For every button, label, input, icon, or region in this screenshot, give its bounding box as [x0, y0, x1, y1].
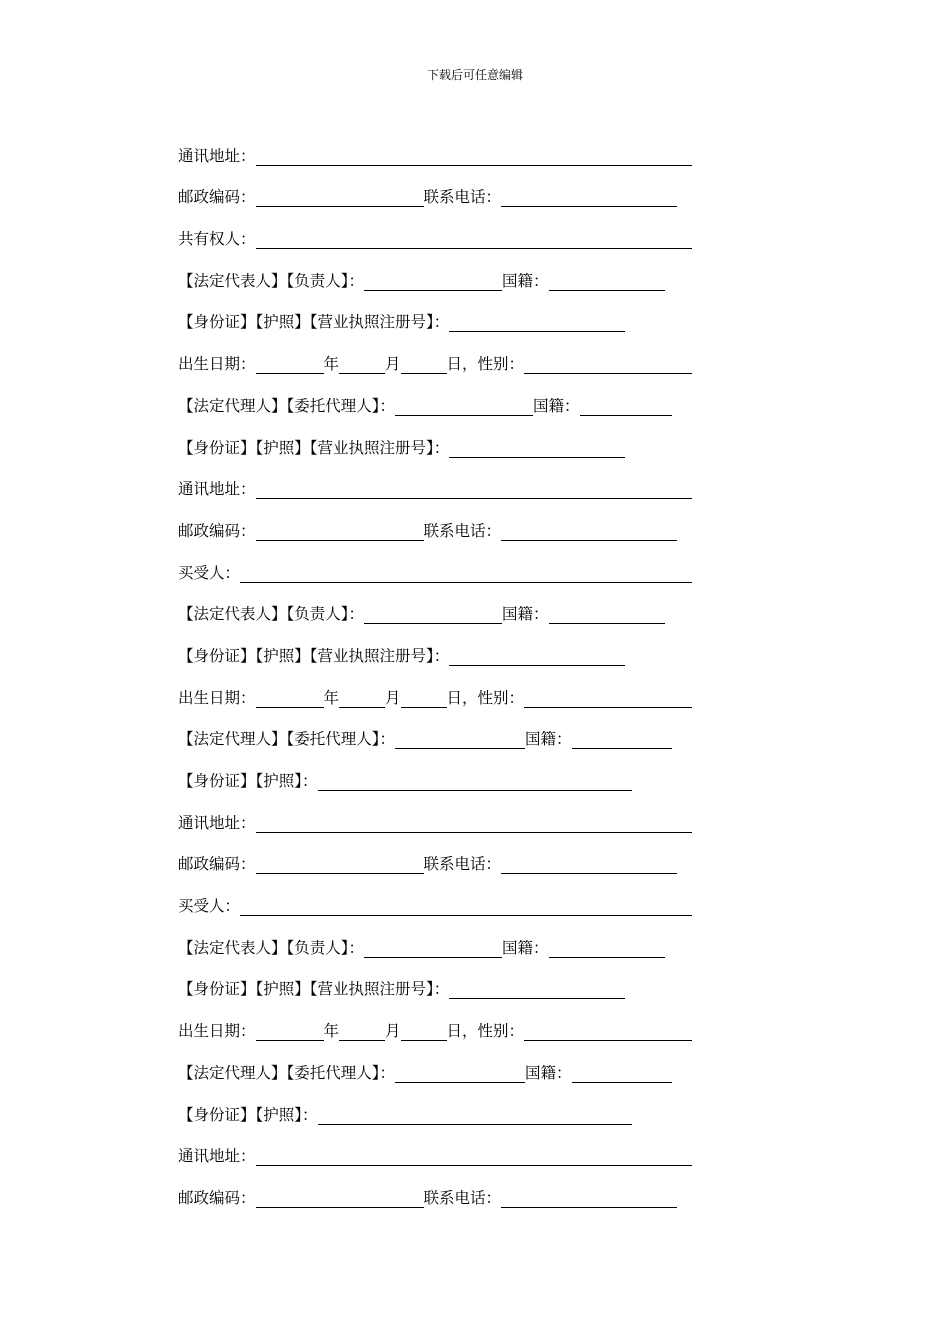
field-label: 【法定代理人】【委托代理人】：	[178, 730, 396, 749]
form-row-content	[178, 563, 692, 583]
fill-in-blank[interactable]	[401, 689, 447, 708]
field-label: 年	[323, 1022, 340, 1041]
form-row	[178, 916, 738, 958]
form-row-content	[178, 146, 692, 166]
form-row-content	[178, 1146, 692, 1166]
field-label: 通讯地址：	[178, 146, 256, 165]
field-label: 【身份证】【护照】【营业执照注册号】：	[178, 313, 450, 332]
fill-in-blank[interactable]	[240, 564, 692, 583]
fill-in-blank[interactable]	[256, 480, 692, 499]
field-label: 国籍：	[502, 605, 549, 624]
fill-in-blank[interactable]	[395, 397, 533, 416]
form-row-content	[178, 896, 692, 916]
field-label: 【身份证】【护照】【营业执照注册号】：	[178, 438, 450, 457]
form-row	[178, 624, 738, 666]
fill-in-blank[interactable]	[524, 1022, 692, 1041]
fill-in-blank[interactable]	[256, 522, 424, 541]
fill-in-blank[interactable]	[256, 230, 692, 249]
form-row-content	[178, 604, 665, 624]
fill-in-blank[interactable]	[339, 1022, 385, 1041]
form-row-content	[178, 229, 692, 249]
fill-in-blank[interactable]	[256, 147, 692, 166]
field-label: 【法定代表人】【负责人】：	[178, 271, 365, 290]
fill-in-blank[interactable]	[395, 1064, 525, 1083]
field-label: 国籍：	[525, 730, 572, 749]
form-row-content	[178, 1188, 677, 1208]
fill-in-blank[interactable]	[501, 855, 677, 874]
fill-in-blank[interactable]	[572, 1064, 672, 1083]
form-row-content	[178, 1105, 632, 1125]
form-row-content	[178, 354, 692, 374]
field-label: 【身份证】【护照】【营业执照注册号】：	[178, 980, 450, 999]
form-row-content	[178, 854, 677, 874]
fill-in-blank[interactable]	[401, 355, 447, 374]
fill-in-blank[interactable]	[256, 689, 324, 708]
form-row	[178, 749, 738, 791]
fill-in-blank[interactable]	[449, 439, 625, 458]
form-row-content	[178, 271, 665, 291]
form-row	[178, 1041, 738, 1083]
form-row	[178, 166, 738, 208]
field-label: 【身份证】【护照】：	[178, 1105, 318, 1124]
fill-in-blank[interactable]	[501, 188, 677, 207]
form-row-content	[178, 688, 692, 708]
field-label: 国籍：	[502, 938, 549, 957]
form-row-content	[178, 521, 677, 541]
form-row	[178, 1166, 738, 1208]
form-row	[178, 124, 738, 166]
field-label: 共有权人：	[178, 230, 256, 249]
fill-in-blank[interactable]	[501, 522, 677, 541]
fill-in-blank[interactable]	[401, 1022, 447, 1041]
field-label: 【身份证】【护照】【营业执照注册号】：	[178, 646, 450, 665]
field-label: 日，性别：	[446, 355, 525, 374]
fill-in-blank[interactable]	[256, 1022, 324, 1041]
field-label: 出生日期：	[178, 1022, 256, 1041]
contract-party-form	[178, 124, 738, 1208]
field-label: 国籍：	[502, 271, 549, 290]
field-label: 日，性别：	[446, 688, 525, 707]
form-row	[178, 999, 738, 1041]
field-label: 邮政编码：	[178, 521, 256, 540]
fill-in-blank[interactable]	[240, 897, 692, 916]
form-row	[178, 499, 738, 541]
field-label: 国籍：	[525, 1063, 572, 1082]
form-row	[178, 666, 738, 708]
form-row	[178, 583, 738, 625]
field-label: 月	[385, 355, 401, 374]
form-row	[178, 332, 738, 374]
fill-in-blank[interactable]	[256, 1147, 692, 1166]
field-label: 联系电话：	[423, 521, 502, 540]
fill-in-blank[interactable]	[364, 272, 502, 291]
fill-in-blank[interactable]	[449, 980, 625, 999]
field-label: 年	[323, 355, 340, 374]
form-row	[178, 833, 738, 875]
form-row-content	[178, 729, 672, 749]
form-row	[178, 874, 738, 916]
form-row	[178, 416, 738, 458]
field-label: 日，性别：	[446, 1022, 525, 1041]
field-label: 联系电话：	[423, 855, 502, 874]
field-label: 月	[385, 688, 401, 707]
field-label: 【法定代表人】【负责人】：	[178, 938, 365, 957]
field-label: 出生日期：	[178, 355, 256, 374]
form-row-content	[178, 813, 692, 833]
fill-in-blank[interactable]	[256, 1189, 424, 1208]
field-label: 邮政编码：	[178, 1188, 256, 1207]
fill-in-blank[interactable]	[395, 730, 525, 749]
form-row-content	[178, 312, 625, 332]
field-label: 通讯地址：	[178, 813, 256, 832]
form-row-content	[178, 1021, 692, 1041]
form-row	[178, 1083, 738, 1125]
fill-in-blank[interactable]	[256, 855, 424, 874]
fill-in-blank[interactable]	[501, 1189, 677, 1208]
form-row	[178, 291, 738, 333]
field-label: 通讯地址：	[178, 1147, 256, 1166]
field-label: 联系电话：	[423, 1188, 502, 1207]
form-row-content	[178, 1063, 672, 1083]
form-row-content	[178, 646, 625, 666]
field-label: 【法定代理人】【委托代理人】：	[178, 396, 396, 415]
fill-in-blank[interactable]	[524, 689, 692, 708]
fill-in-blank[interactable]	[572, 730, 672, 749]
form-row	[178, 458, 738, 500]
field-label: 买受人：	[178, 563, 241, 582]
form-row-content	[178, 396, 672, 416]
fill-in-blank[interactable]	[524, 355, 692, 374]
form-row-content	[178, 187, 677, 207]
field-label: 【法定代表人】【负责人】：	[178, 605, 365, 624]
form-row	[178, 791, 738, 833]
field-label: 国籍：	[533, 396, 580, 415]
fill-in-blank[interactable]	[549, 272, 665, 291]
form-row	[178, 207, 738, 249]
form-row	[178, 541, 738, 583]
field-label: 联系电话：	[423, 188, 502, 207]
form-row	[178, 1125, 738, 1167]
fill-in-blank[interactable]	[318, 1106, 632, 1125]
fill-in-blank[interactable]	[256, 355, 324, 374]
form-row	[178, 958, 738, 1000]
form-row-content	[178, 938, 665, 958]
fill-in-blank[interactable]	[549, 939, 665, 958]
fill-in-blank[interactable]	[364, 605, 502, 624]
page-header: 下载后可任意编辑	[426, 68, 523, 82]
fill-in-blank[interactable]	[549, 605, 665, 624]
form-row	[178, 249, 738, 291]
form-row	[178, 374, 738, 416]
form-row-content	[178, 479, 692, 499]
form-row	[178, 708, 738, 750]
fill-in-blank[interactable]	[256, 814, 692, 833]
field-label: 年	[323, 688, 340, 707]
fill-in-blank[interactable]	[318, 772, 632, 791]
field-label: 【法定代理人】【委托代理人】：	[178, 1063, 396, 1082]
field-label: 出生日期：	[178, 688, 256, 707]
fill-in-blank[interactable]	[256, 188, 424, 207]
fill-in-blank[interactable]	[580, 397, 672, 416]
field-label: 邮政编码：	[178, 188, 256, 207]
form-row-content	[178, 979, 625, 999]
form-row-content	[178, 438, 625, 458]
form-row-content	[178, 771, 632, 791]
fill-in-blank[interactable]	[364, 939, 502, 958]
field-label: 月	[385, 1022, 401, 1041]
field-label: 买受人：	[178, 897, 241, 916]
fill-in-blank[interactable]	[449, 313, 625, 332]
fill-in-blank[interactable]	[449, 647, 625, 666]
fill-in-blank[interactable]	[339, 689, 385, 708]
field-label: 【身份证】【护照】：	[178, 772, 318, 790]
field-label: 通讯地址：	[178, 480, 256, 499]
fill-in-blank[interactable]	[339, 355, 385, 374]
field-label: 邮政编码：	[178, 855, 256, 874]
